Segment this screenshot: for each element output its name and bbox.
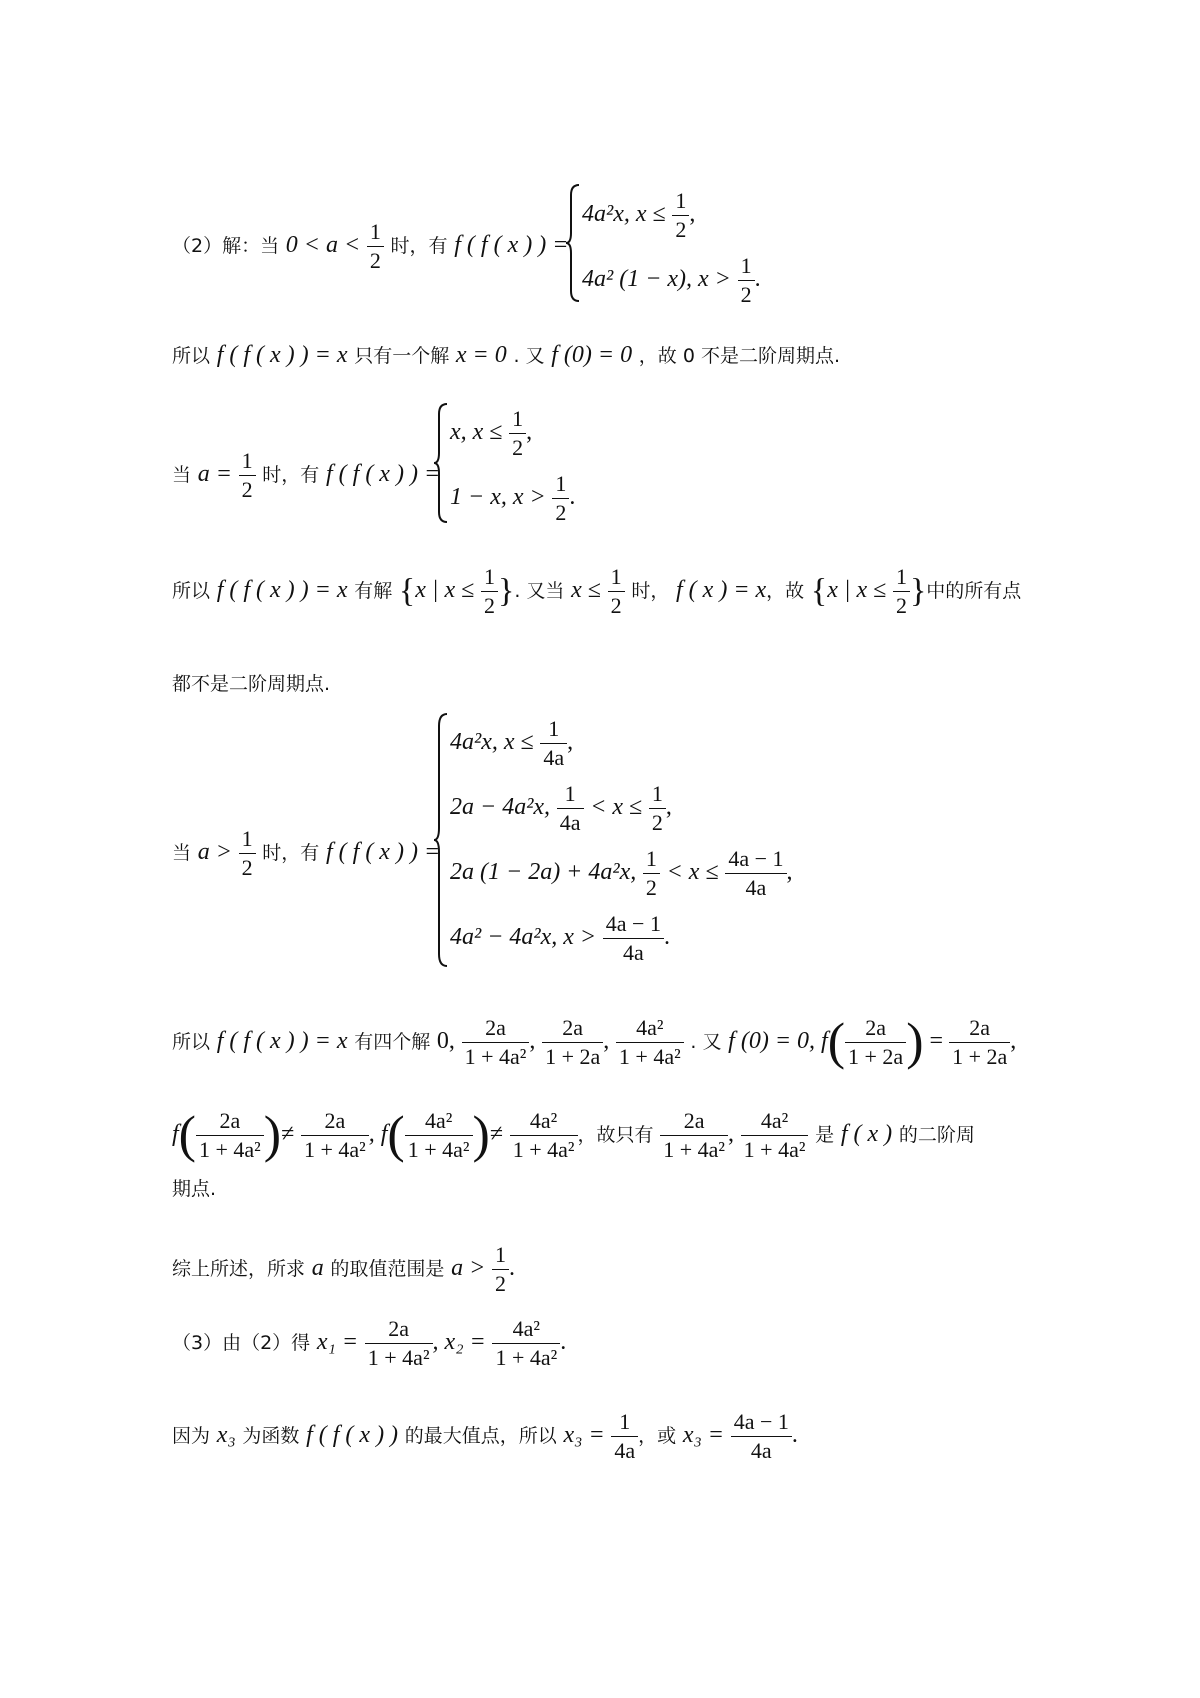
case-3d: 4a² − 4a²x, x > $\frac{4a - 1}{4a}$ . [450,911,670,965]
part2-line2: 所以 f ( f ( x ) ) = x 只有一个解 x = 0 . 又 f (0) = 0 ，故 0 不是二阶周期点. [172,342,840,368]
shi-you-text: 时，有 [390,235,448,257]
part2-conclusion: 综上所述，所求 a 的取值范围是 a > $\frac{1}{2}$ . [172,1242,515,1296]
part3-line2: 因为 x₃ 为函数 f ( f ( x ) ) 的最大值点，所以 x₃ = $\frac{1}{4a}$ ，或 x₃ = $\frac{4a - 1}{4a}$ . [172,1409,798,1463]
part2-line8: f( $\frac{2a}{\text{1 + 4a²}}$ )≠ $\frac{2a}{\text{1 + 4a²}}$ , f( $\frac{\text{4a²}}{\text{1 + 4a²}}$ )≠ $\frac{\text{4a²}}{\text{1 + 4a²}}$ ，故只有 $\frac{2a}{\text{1 + 4a²}}$ , $\frac{\text{4a²}}{\text{1 + 4a²}}$ 是 f ( x ) 的二阶周 [172,1106,975,1164]
case-2b: 1 − x, x > $\frac{1}{2}$ . [450,471,576,525]
case-3b: 2a − 4a²x, $\frac{1}{4a}$ < x ≤ $\frac{1}{2}$ , [450,781,672,835]
case-2a: x, x ≤ $\frac{1}{2}$ , [450,406,533,460]
part3-label: （3）由（2）得 [172,1332,311,1354]
case-1b: 4a² (1 − x), x > $\frac{1}{2}$ . [582,253,761,307]
left-brace-2 [433,402,449,524]
left-brace-1 [565,183,581,303]
case-1a: 4a²x, x ≤ $\frac{1}{2}$ , [582,188,696,242]
part2-label: （2）解：当 [172,235,280,257]
fraction-half: $\frac{1}{2}$ [367,218,384,275]
part2-line4: 所以 f ( f ( x ) ) = x 有解 {x | x ≤ $\frac{1}{2}$ }. 又当 x ≤ $\frac{1}{2}$ 时， f ( x ) = x，故 {x | x ≤ $\frac{1}{2}$ }中的所有点 [172,564,1022,618]
part3-line1: （3）由（2）得 x₁ = $\frac{2a}{\text{1 + 4a²}}$ , x₂ = $\frac{\text{4a²}}{\text{1 + 4a²}}$ . [172,1316,567,1370]
part2-line6: 当 a > $\frac{1}{2}$ 时，有 f ( f ( x ) ) = [172,826,441,880]
part2-line1 [172,218,568,275]
case-3a: 4a²x, x ≤ $\frac{1}{4a}$ , [450,716,574,770]
case-3c: 2a (1 − 2a) + 4a²x, $\frac{1}{2}$ < x ≤ $\frac{4a - 1}{4a}$ , [450,846,793,900]
part2-line5: 都不是二阶周期点. [172,673,331,695]
part2-line3: 当 a = $\frac{1}{2}$ 时，有 f ( f ( x ) ) = [172,448,441,502]
cond-inequality: 0 < a < [285,232,361,258]
part2-line9: 期点. [172,1178,217,1200]
ffx-expression: f ( f ( x ) ) = [454,232,569,258]
part2-line7: 所以 f ( f ( x ) ) = x 有四个解 0, $\frac{2a}{\text{1 + 4a²}}$ , $\frac{2a}{1 + 2a}$ , $\frac{\text{4a²}}{\text{1 + 4a²}}$ . 又 f (0) = 0, f( $\frac{2a}{1 + 2a}$ ) = $\frac{2a}{1 + 2a}$ , [172,1013,1017,1071]
left-brace-3 [433,712,449,968]
